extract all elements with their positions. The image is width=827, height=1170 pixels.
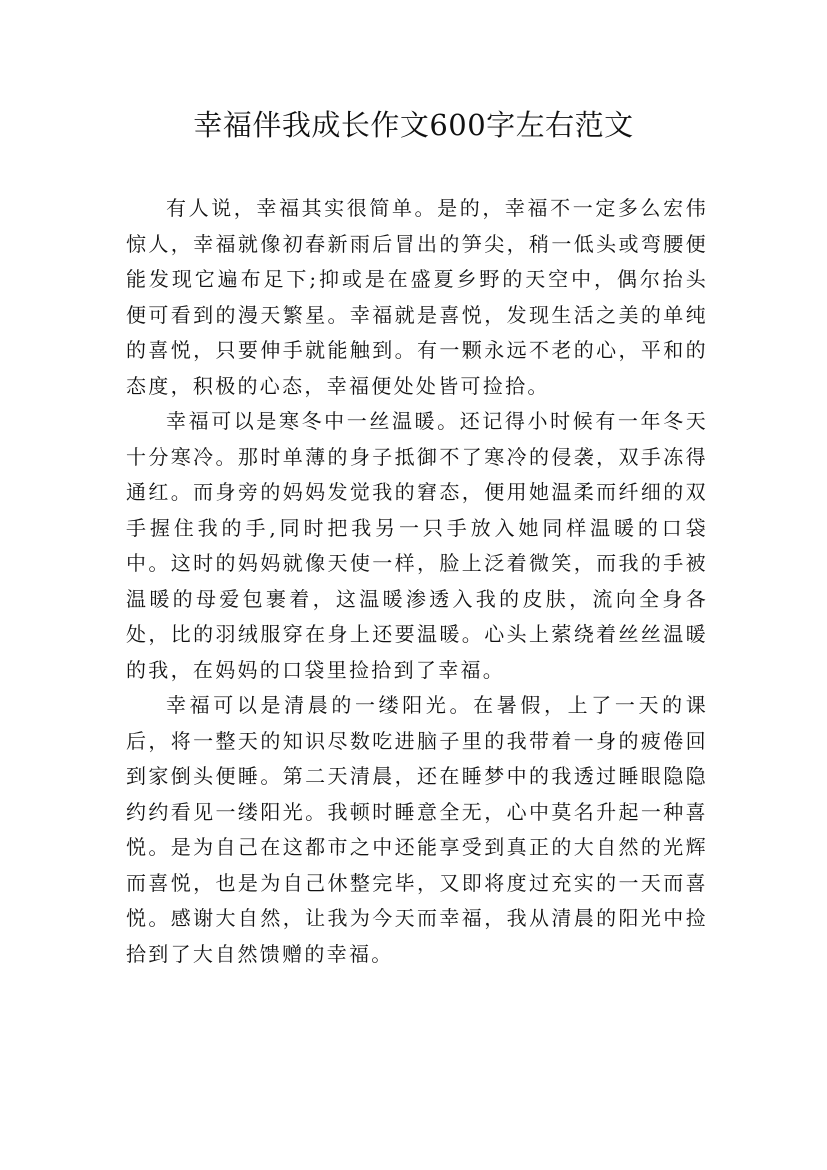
paragraph-3: 幸福可以是清晨的一缕阳光。在暑假，上了一天的课后，将一整天的知识尽数吃进脑子里的我带着一身的疲倦回到家倒头便睡。第二天清晨，还在睡梦中的我透过睡眼隐隐约约看见一缕阳光。我顿时睡意全无，心中莫名升起一种喜悦。是为自己在这都市之中还能享受到真正的大自然的光辉而喜悦，也是为自己休整完毕，又即将度过充实的一天而喜悦。感谢大自然，让我为今天而幸福，我从清晨的阳光中捡拾到了大自然馈赠的幸福。 bbox=[126, 693, 708, 966]
document-body bbox=[126, 191, 708, 972]
document-title: 幸福伴我成长作文600字左右范文 bbox=[193, 108, 634, 142]
paragraph-1: 有人说，幸福其实很简单。是的，幸福不一定多么宏伟惊人，幸福就像初春新雨后冒出的笋尖，稍一低头或弯腰便能发现它遍布足下;抑或是在盛夏乡野的天空中，偶尔抬头便可看到的漫天繁星。幸福就是喜悦，发现生活之美的单纯的喜悦，只要伸手就能触到。有一颗永远不老的心，平和的态度，积极的心态，幸福便处处皆可捡拾。 bbox=[126, 196, 708, 398]
paragraph-2: 幸福可以是寒冬中一丝温暖。还记得小时候有一年冬天十分寒冷。那时单薄的身子抵御不了寒冷的侵袭，双手冻得通红。而身旁的妈妈发觉我的窘态，便用她温柔而纤细的双手握住我的手,同时把我另一只手放入她同样温暖的口袋中。这时的妈妈就像天使一样，脸上泛着微笑，而我的手被温暖的母爱包裹着，这温暖渗透入我的皮肤，流向全身各处，比的羽绒服穿在身上还要温暖。心头上萦绕着丝丝温暖的我，在妈妈的口袋里捡拾到了幸福。 bbox=[126, 409, 708, 682]
